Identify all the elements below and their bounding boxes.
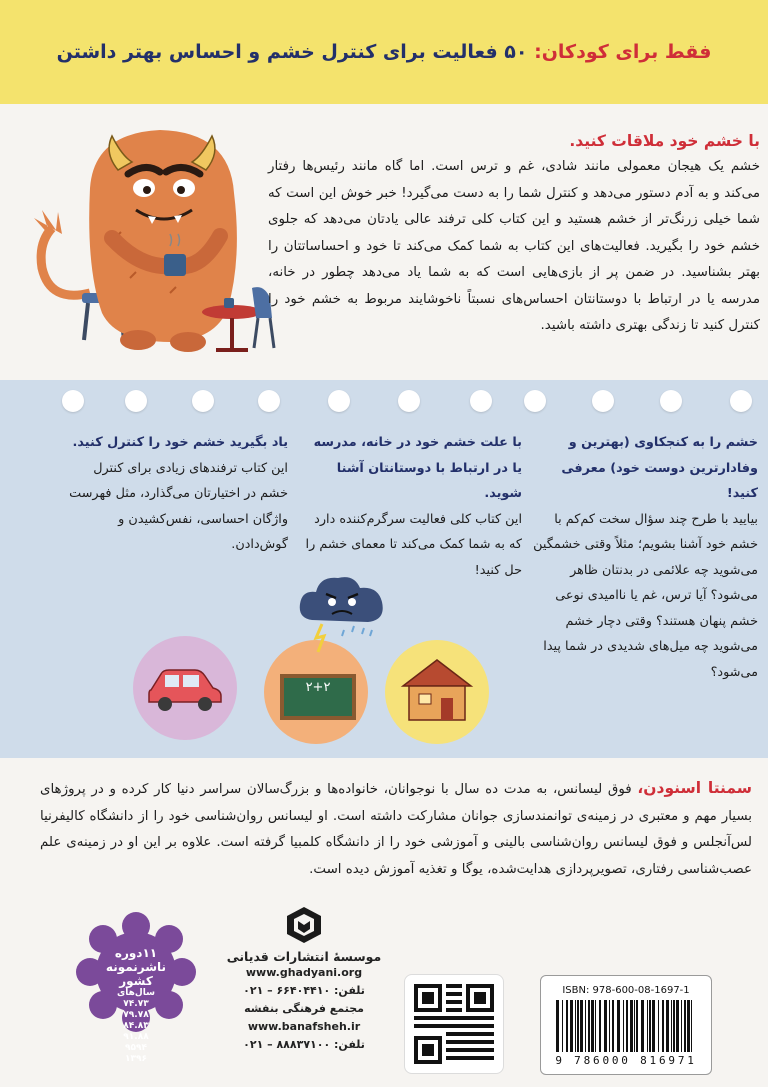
tip-heading: یاد بگیرید خشم خود را کنترل کنید. [72, 435, 288, 450]
qr-module [458, 1024, 462, 1028]
binder-ring [470, 390, 492, 412]
intro-paragraph-2: فعالیت‌های این کتاب به شما کمک می‌کند تا خود و احساساتتان را بهتر بشناسید. در ضمن پر از بازی‌هایی است که به شما یاد می‌دهد چطور در خانه، مدرسه یا در ارتباط با دوستانتان احساس‌های نسبتاً ناخوشایند مربوط به خشم خود را کنترل کنید تا زندگی بهتری داشته باشید. [268, 238, 760, 333]
qr-module [438, 1024, 442, 1028]
qr-module [450, 1008, 454, 1012]
qr-module [454, 1048, 458, 1052]
tip-body: بیایید با طرح چند سؤال سخت کم‌کم با خشم خود آشنا بشویم؛ مثلاً وقتی خشمگین می‌شوید چه علائمی در بدنتان ظاهر می‌شود؟ آیا ترس، غم یا ناامیدی نوعی خشم پنهان هستند؟ وقتی دچار خشم می‌شوید چه میل‌های شدیدی در شما پیدا می‌شود؟ [533, 511, 758, 680]
barcode-bar [588, 1000, 590, 1052]
qr-module [450, 984, 454, 988]
qr-module [450, 1000, 454, 1004]
publisher-website: www.ghadyani.org [245, 966, 363, 979]
qr-finder [422, 1044, 434, 1056]
binder-ring [592, 390, 614, 412]
qr-module [446, 1048, 450, 1052]
qr-module [450, 1056, 454, 1060]
barcode-bar [673, 1000, 675, 1052]
qr-module [454, 1000, 458, 1004]
qr-module [418, 1016, 422, 1020]
barcode-bar [577, 1000, 579, 1052]
barcode-bar [634, 1000, 635, 1052]
qr-module [490, 1032, 494, 1036]
barcode-bar [591, 1000, 594, 1052]
barcode-bar [612, 1000, 614, 1052]
qr-finder [422, 992, 434, 1004]
qr-module [474, 1040, 478, 1044]
complex-website: www.banafsheh.ir [247, 1020, 361, 1033]
qr-module [478, 1048, 482, 1052]
qr-module [470, 1048, 474, 1052]
qr-module [470, 1016, 474, 1020]
qr-module [470, 1040, 474, 1044]
barcode-bar [570, 1000, 573, 1052]
qr-module [418, 1024, 422, 1028]
qr-module [458, 1032, 462, 1036]
qr-module [450, 1048, 454, 1052]
intro-section [268, 128, 760, 340]
binder-ring [730, 390, 752, 412]
qr-module [470, 1056, 474, 1060]
qr-module [426, 1024, 430, 1028]
tip-body: این کتاب ترفندهای زیادی برای کنترل خشم در اختیارتان می‌گذارد، مثل فهرست واژگان احساسی، نفس‌کشیدن و گوش‌دادن. [69, 460, 288, 552]
qr-module [470, 1024, 474, 1028]
qr-module [490, 1056, 494, 1060]
binder-ring [328, 390, 350, 412]
barcode-bar [595, 1000, 596, 1052]
qr-module [458, 1056, 462, 1060]
qr-module [454, 1032, 458, 1036]
intro-paragraph-1: خشم یک هیجان معمولی مانند شادی، غم و ترس است. اما گاه مانند رئیس‌ها رفتار می‌کند و به آدم دستور می‌دهد و کنترل شما را به دست می‌گیرد! خبر خوش این است که شما خیلی زرنگ‌تر از خشم هستید و این کتاب کلی ترفند عالی یادتان می‌دهد که جلوی خشم خود را بگیرید. [268, 159, 760, 254]
tip-column-control [66, 430, 288, 558]
qr-module [446, 1008, 450, 1012]
qr-module [430, 1016, 434, 1020]
qr-module [454, 1056, 458, 1060]
tip-heading: با علت خشم خود در خانه، مدرسه یا در ارتباط با دوستانتان آشنا شوید. [313, 435, 522, 501]
barcode-bar [566, 1000, 568, 1052]
badge-year: ۹۵۹۴ [125, 1043, 147, 1053]
qr-module [482, 1048, 486, 1052]
barcode-bar [604, 1000, 607, 1052]
qr-module [474, 1016, 478, 1020]
ean-number: 9 786000 816971 [555, 1054, 697, 1067]
qr-module [458, 1016, 462, 1020]
qr-module [430, 1024, 434, 1028]
qr-module [486, 1032, 490, 1036]
qr-module [450, 1024, 454, 1028]
qr-module [458, 1000, 462, 1004]
car-icon [145, 660, 225, 716]
binder-ring [192, 390, 214, 412]
qr-module [478, 1016, 482, 1020]
barcode-bar [609, 1000, 610, 1052]
qr-module [450, 1040, 454, 1044]
barcode-bar [641, 1000, 644, 1052]
publisher-phone: تلفن: ۶۶۴۰۴۴۱۰ – ۰۲۱ [243, 984, 365, 997]
tip-column-curiosity [530, 430, 758, 685]
qr-module [462, 1040, 466, 1044]
barcode-bar [636, 1000, 638, 1052]
qr-module [422, 1016, 426, 1020]
barcode-bar [652, 1000, 655, 1052]
binder-ring [524, 390, 546, 412]
qr-module [442, 1024, 446, 1028]
qr-module [458, 1040, 462, 1044]
binder-ring [660, 390, 682, 412]
badge-year: ۷۴.۷۳ [123, 999, 149, 1009]
author-bio-text: فوق لیسانس، به مدت ده سال با نوجوانان، خانواده‌ها و بزرگ‌سالان سراسر دنیا کار کرده و در پروژهای بسیار مهم و معتبری در زمینه‌ی توانمندسازی جوانان مشارکت داشته است. او لیسانس روان‌شناسی خود را از دانشگاه کالیفرنیا لس‌آنجلس و فوق لیسانس روان‌شناسی بالینی و آموزشی خود را از دانشگاه کلمبیا گرفته است. علاوه بر این او در زمینه‌ی علم عصب‌شناسی رفتاری، تصویرپردازی هدایت‌شده، یوگا و تغذیه آموزش دیده است. [40, 782, 752, 877]
qr-module [482, 1040, 486, 1044]
award-badge-text [102, 946, 170, 1065]
qr-module [462, 1056, 466, 1060]
badge-year: ۷۹.۷۸ [123, 1010, 149, 1020]
tip-body: این کتاب کلی فعالیت سرگرم‌کننده دارد که به شما کمک می‌کند تا معمای خشم را حل کنید! [305, 511, 522, 578]
qr-module [446, 1040, 450, 1044]
qr-module [458, 984, 462, 988]
publisher-name: موسسهٔ انتشارات قدیانی [226, 949, 382, 964]
binder-ring [258, 390, 280, 412]
intro-title: با خشم خود ملاقات کنید. [569, 132, 760, 150]
qr-module [474, 1024, 478, 1028]
qr-module [466, 1040, 470, 1044]
barcode-bar [626, 1000, 628, 1052]
barcode-bar [676, 1000, 679, 1052]
qr-module [446, 1000, 450, 1004]
qr-module [486, 1048, 490, 1052]
qr-module [474, 1032, 478, 1036]
qr-module [462, 1048, 466, 1052]
qr-module [446, 1056, 450, 1060]
qr-module [486, 1024, 490, 1028]
qr-module [490, 1016, 494, 1020]
chalkboard-text: ۲+۲ [305, 680, 331, 695]
qr-module [442, 1016, 446, 1020]
barcode-bar [580, 1000, 583, 1052]
qr-module [486, 1016, 490, 1020]
qr-module [446, 984, 450, 988]
barcode-bar [666, 1000, 669, 1052]
qr-module [458, 1048, 462, 1052]
qr-module [454, 984, 458, 988]
badge-line: کشور [119, 974, 153, 988]
qr-module [486, 1040, 490, 1044]
barcode-bar [575, 1000, 576, 1052]
header-banner [0, 0, 768, 104]
qr-module [462, 1032, 466, 1036]
barcode-bar [687, 1000, 690, 1052]
barcode-bar [599, 1000, 601, 1052]
barcode-bar [585, 1000, 586, 1052]
title-rest: ۵۰ فعالیت برای کنترل خشم و احساس بهتر داشتن [56, 41, 528, 63]
qr-module [446, 1016, 450, 1020]
qr-module [478, 1040, 482, 1044]
badge-line: ناشرنمونه [105, 960, 167, 974]
qr-module [470, 1032, 474, 1036]
qr-module [450, 1032, 454, 1036]
qr-module [490, 1048, 494, 1052]
badge-line: سال‌های [117, 988, 155, 998]
title-highlight: فقط برای کودکان: [534, 41, 712, 63]
qr-module [450, 1016, 454, 1020]
qr-module [474, 1048, 478, 1052]
complex-phone: تلفن: ۸۸۸۳۷۱۰۰ – ۰۲۱ [243, 1038, 365, 1051]
author-name: سمنتا اسنودن، [637, 779, 753, 797]
barcode-bar [662, 1000, 664, 1052]
barcode-bar [658, 1000, 659, 1052]
qr-module [466, 1056, 470, 1060]
barcode-bar [630, 1000, 633, 1052]
qr-module [434, 1024, 438, 1028]
tip-column-causes [300, 430, 522, 583]
qr-module [482, 1016, 486, 1020]
barcode-bar [649, 1000, 651, 1052]
qr-module [454, 992, 458, 996]
tip-heading: خشم را به کنجکاوی (بهترین و وفادارترین دوست خود) معرفی کنید! [561, 435, 758, 501]
qr-code-icon [414, 984, 494, 1064]
qr-module [466, 1016, 470, 1020]
binder-ring [62, 390, 84, 412]
publisher-logo-icon [284, 905, 324, 945]
qr-module [490, 1024, 494, 1028]
badge-year: ۹۱.۸۸ [123, 1032, 149, 1042]
storm-cloud-icon [292, 570, 392, 660]
qr-module [446, 1024, 450, 1028]
binder-ring [125, 390, 147, 412]
qr-module [434, 1016, 438, 1020]
badge-line: ۱۱دوره [114, 946, 158, 960]
qr-module [466, 1048, 470, 1052]
binder-ring [398, 390, 420, 412]
qr-module [466, 1024, 470, 1028]
barcode-bar [556, 1000, 559, 1052]
qr-module [482, 1024, 486, 1028]
qr-module [478, 1024, 482, 1028]
qr-module [478, 1056, 482, 1060]
qr-module [454, 1024, 458, 1028]
barcode-bar [691, 1000, 692, 1052]
qr-module [438, 1016, 442, 1020]
qr-module [458, 992, 462, 996]
qr-module [454, 1008, 458, 1012]
badge-year: ۱۳۹۶ [125, 1054, 147, 1064]
cultural-complex-name: مجتمع فرهنگی بنفشه [244, 1002, 364, 1015]
qr-module [486, 1056, 490, 1060]
qr-module [474, 1056, 478, 1060]
barcode-bar [681, 1000, 682, 1052]
qr-module [422, 1024, 426, 1028]
barcode-bar [647, 1000, 648, 1052]
barcode-bar [562, 1000, 563, 1052]
qr-module [462, 1024, 466, 1028]
qr-module [490, 1040, 494, 1044]
barcode-bar [617, 1000, 620, 1052]
barcode-bar [623, 1000, 624, 1052]
barcode-bar [671, 1000, 672, 1052]
qr-module [414, 1024, 418, 1028]
qr-module [454, 1016, 458, 1020]
qr-finder [474, 992, 486, 1004]
qr-module [482, 1056, 486, 1060]
barcode-bar [684, 1000, 686, 1052]
qr-module [466, 1032, 470, 1036]
barcode-icon [556, 1000, 696, 1052]
qr-module [426, 1016, 430, 1020]
badge-year: ۸۴.۸۳ [123, 1021, 149, 1031]
book-title [57, 41, 712, 63]
author-bio [40, 775, 752, 883]
qr-module [454, 1040, 458, 1044]
monster-illustration [20, 118, 280, 368]
publisher-info [222, 905, 386, 1054]
qr-module [482, 1032, 486, 1036]
qr-module [446, 1032, 450, 1036]
qr-module [478, 1032, 482, 1036]
qr-module [446, 992, 450, 996]
house-icon [399, 656, 475, 724]
qr-module [414, 1016, 418, 1020]
isbn-number: ISBN: 978-600-08-1697-1 [562, 985, 690, 996]
qr-module [462, 1016, 466, 1020]
qr-module [450, 992, 454, 996]
qr-module [458, 1008, 462, 1012]
